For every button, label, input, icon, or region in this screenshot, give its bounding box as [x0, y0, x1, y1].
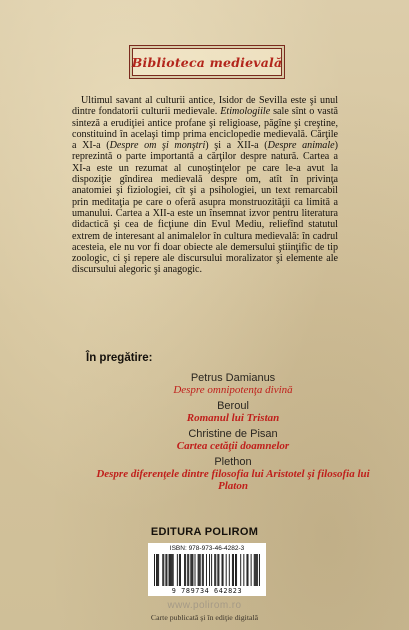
barcode-bar [185, 554, 186, 586]
prep-title: Despre omnipotenţa divină [173, 384, 293, 396]
prep-title: Romanul lui Tristan [186, 412, 280, 424]
barcode-bar [256, 554, 257, 586]
barcode-bar [223, 554, 224, 586]
barcode-block [148, 543, 266, 596]
italic-title: Etimologiile [220, 106, 271, 118]
barcode-bar [166, 554, 167, 586]
barcode-bar [171, 554, 172, 586]
barcode-bar [200, 554, 201, 586]
barcode-bar [188, 554, 189, 586]
barcode-bar [233, 554, 234, 586]
barcode-bar [218, 554, 219, 586]
italic-title: Despre animale [267, 140, 335, 152]
barcode-bar [209, 554, 210, 586]
barcode-bar [259, 554, 260, 586]
description-paragraph [72, 95, 338, 276]
barcode-bar [198, 554, 199, 586]
barcode-bar [172, 554, 173, 586]
publisher-website: www.polirom.ro [167, 600, 242, 611]
barcode-bar [248, 554, 249, 586]
barcode-bar [202, 554, 203, 586]
barcode-bar [187, 554, 188, 586]
barcode-bar [190, 554, 191, 586]
series-title: Biblioteca medievală [131, 54, 283, 70]
barcode-bar [154, 554, 155, 586]
barcode-bar [246, 554, 247, 586]
barcode-bar [215, 554, 216, 586]
barcode-bar [229, 554, 230, 586]
isbn-label: ISBN: 978-973-46-4282-3 [169, 545, 245, 552]
prep-author: Beroul [217, 400, 249, 412]
barcode-bar [235, 554, 236, 586]
barcode-bar [254, 554, 255, 586]
barcode-bar [163, 554, 164, 586]
prep-item [88, 372, 378, 396]
barcode-bar [251, 554, 252, 586]
prep-author: Plethon [214, 456, 252, 468]
barcode-bar [192, 554, 193, 586]
series-banner [132, 48, 282, 76]
barcode-bar [156, 554, 157, 586]
description-text: sale sînt o vastă sinteză a erudiţiei antice profane şi religioase, păgîne şi creştine, constituind în acelaşi timp prima enciclopedie medievală. Cărţile a XI-a ( [72, 106, 338, 152]
prep-item [88, 400, 378, 424]
barcode-bar [222, 554, 223, 586]
prep-item [88, 428, 378, 452]
description-text: Ultimul savant al culturii antice, Isidor de Sevilla este şi unul dintre fondatorii culturii medievale. [72, 95, 338, 118]
barcode-bar [199, 554, 200, 586]
barcode-bar [206, 554, 207, 586]
barcode-bar [214, 554, 215, 586]
barcode-bar [179, 554, 180, 586]
description-text: ) şi a XII-a ( [205, 140, 268, 152]
book-description [72, 95, 338, 276]
barcode-bar [162, 554, 163, 586]
barcode-bar [226, 554, 227, 586]
barcode-bar [243, 554, 244, 586]
prep-author: Petrus Damianus [190, 372, 276, 384]
prep-title: Despre diferenţele dintre filosofia lui Aristotel şi filosofia lui Platon [96, 468, 370, 492]
barcode-icon [154, 554, 260, 586]
barcode-bar [177, 554, 178, 586]
italic-title: Despre om şi monştri [109, 140, 206, 152]
description-text: ) reprezintă o parte importantă a cărţilor despre natură. Cartea a XI-a este un rezumat al cunoştinţelor pe care le-a avut la dispoziţie gîndirea medievală despre om, atît în privinţa anatomiei şi fiziologiei, cît şi a psihologiei, un text remarcabil prin meditaţia pe care o oferă asupra monstruozităţii ca limită a umanului. Cartea a XII-a este un însemnat izvor pentru literatura didactică şi cea de ficţiune din Evul Mediu, reliefînd statutul extrem de interesant al animalelor în cultura medievală: în cadrul acesteia, ele nu vor fi doar obiecte ale demersului ştiinţific de tip zoologic, ci şi repere ale discursului moralizator şi elemente ale discursului alegoric şi anagogic. [72, 140, 338, 276]
barcode-bar [173, 554, 174, 586]
barcode-bar [169, 554, 170, 586]
barcode-bar [170, 554, 171, 586]
barcode-digits: 9 789734 642823 [171, 587, 243, 595]
in-preparation-list [88, 372, 378, 496]
barcode-bar [165, 554, 166, 586]
barcode-bar [211, 554, 212, 586]
digital-edition-note: Carte publicată şi în ediţie digitală [150, 613, 259, 622]
prep-author: Christine de Pisan [188, 428, 278, 440]
barcode-bar [191, 554, 192, 586]
in-preparation-heading: În pregătire: [86, 352, 153, 364]
publisher-name: EDITURA POLIROM [150, 526, 259, 538]
barcode-bar [236, 554, 237, 586]
barcode-bar [255, 554, 256, 586]
barcode-bar [240, 554, 241, 586]
prep-title: Cartea cetăţii doamnelor [176, 440, 290, 452]
barcode-bar [158, 554, 159, 586]
prep-item [88, 456, 378, 492]
barcode-bar [180, 554, 181, 586]
barcode-bar [232, 554, 233, 586]
barcode-bar [257, 554, 258, 586]
barcode-bar [203, 554, 204, 586]
barcode-bar [195, 554, 196, 586]
barcode-bar [184, 554, 185, 586]
barcode-bar [157, 554, 158, 586]
barcode-bar [217, 554, 218, 586]
